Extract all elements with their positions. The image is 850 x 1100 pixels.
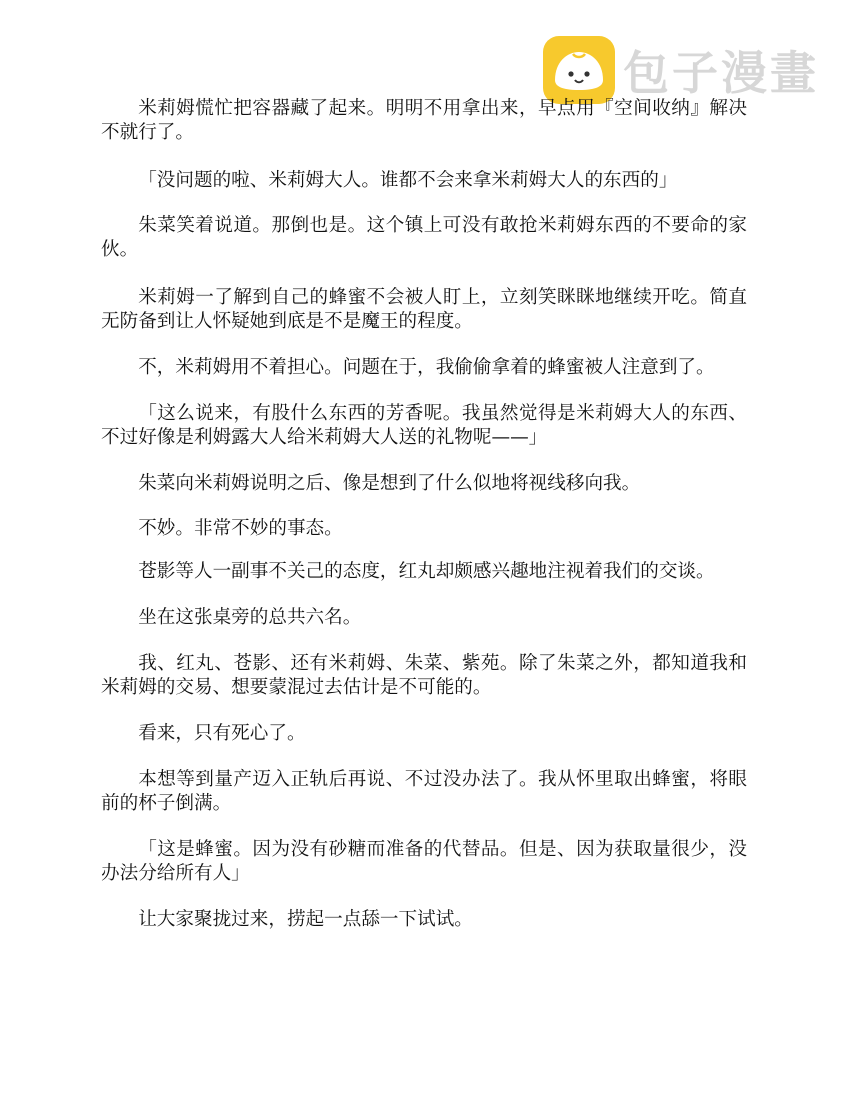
paragraph: 朱菜笑着说道。那倒也是。这个镇上可没有敢抢米莉姆东西的不要命的家伙。 [101, 215, 747, 260]
paragraph: 米莉姆慌忙把容器藏了起来。明明不用拿出来，早点用『空间收纳』解决不就行了。 [101, 98, 747, 143]
paragraph: 不，米莉姆用不着担心。问题在于，我偷偷拿着的蜂蜜被人注意到了。 [138, 357, 715, 378]
watermark [543, 36, 819, 104]
paragraph: 朱菜向米莉姆说明之后、像是想到了什么似地将视线移向我。 [138, 473, 641, 494]
watermark-brand-text: 包子漫畫 [623, 46, 819, 100]
bun-icon [543, 36, 615, 104]
document-body [101, 97, 747, 932]
paragraph: 我、红丸、苍影、还有米莉姆、朱菜、紫苑。除了朱菜之外，都知道我和米莉姆的交易、想要蒙混过去估计是不可能的。 [101, 653, 747, 698]
paragraph: 苍影等人一副事不关己的态度，红丸却颇感兴趣地注视着我们的交谈。 [138, 561, 715, 582]
paragraph: 坐在这张桌旁的总共六名。 [138, 607, 362, 628]
paragraph: 让大家聚拢过来，捞起一点舔一下试试。 [138, 909, 473, 930]
paragraph: 不妙。非常不妙的事态。 [138, 518, 343, 539]
paragraph: 「这是蜂蜜。因为没有砂糖而准备的代替品。但是、因为获取量很少，没办法分给所有人」 [101, 839, 747, 884]
paragraph: 米莉姆一了解到自己的蜂蜜不会被人盯上，立刻笑眯眯地继续开吃。简直无防备到让人怀疑她到底是不是魔王的程度。 [101, 287, 747, 332]
paragraph: 看来，只有死心了。 [138, 723, 306, 744]
paragraph: 「这么说来，有股什么东西的芳香呢。我虽然觉得是米莉姆大人的东西、不过好像是利姆露大人给米莉姆大人送的礼物呢——」 [101, 403, 747, 448]
paragraph: 「没问题的啦、米莉姆大人。谁都不会来拿米莉姆大人的东西的」 [138, 170, 678, 191]
paragraph: 本想等到量产迈入正轨后再说、不过没办法了。我从怀里取出蜂蜜，将眼前的杯子倒满。 [101, 769, 747, 814]
